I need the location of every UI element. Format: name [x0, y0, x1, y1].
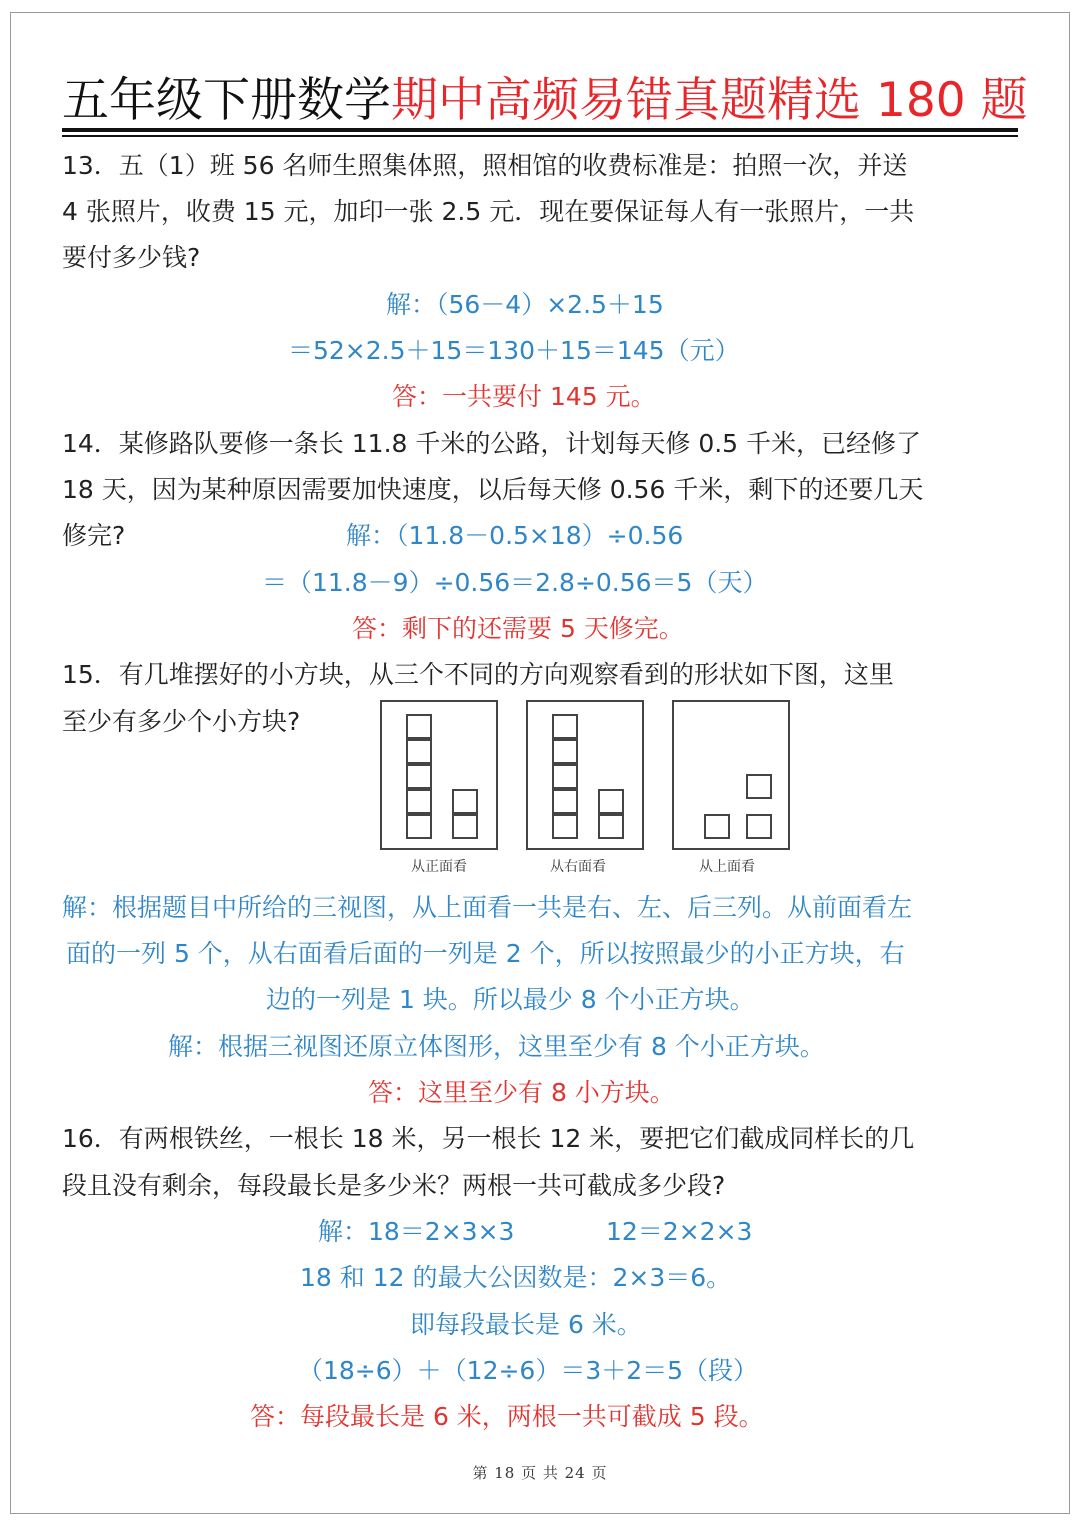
q16-solution-3: 即每段最长是 6 米。 — [410, 1310, 642, 1339]
front-left-cube-5 — [406, 714, 432, 739]
figure-top-view — [672, 700, 790, 850]
q14-solution-1: 解：（11.8－0.5×18）÷0.56 — [346, 521, 684, 550]
front-left-cube-1 — [406, 814, 432, 839]
q15-explanation-4: 解：根据三视图还原立体图形，这里至少有 8 个小正方块。 — [168, 1032, 825, 1061]
front-left-cube-2 — [406, 789, 432, 814]
top-right-back-cube — [746, 774, 772, 799]
right-left-cube-5 — [552, 714, 578, 739]
q14-answer: 答：剩下的还需要 5 天修完。 — [352, 614, 684, 643]
right-right-cube-2 — [598, 789, 624, 814]
figure-right-label: 从右面看 — [550, 859, 606, 875]
q13-line-3: 要付多少钱? — [62, 243, 201, 272]
title-rule-thin — [62, 135, 1018, 137]
q16-line-1: 16．有两根铁丝，一根长 18 米，另一根长 12 米，要把它们截成同样长的几 — [62, 1124, 915, 1153]
q13-answer: 答：一共要付 145 元。 — [392, 382, 656, 411]
q13-line-1: 13．五（1）班 56 名师生照集体照，照相馆的收费标准是：拍照一次，并送 — [62, 151, 908, 180]
q13-line-2: 4 张照片，收费 15 元，加印一张 2.5 元．现在要保证每人有一张照片，一共 — [62, 197, 915, 226]
front-left-cube-4 — [406, 739, 432, 764]
q14-solution-2: ＝（11.8－9）÷0.56＝2.8÷0.56＝5（天） — [262, 568, 768, 597]
page-title — [62, 70, 1028, 132]
figure-right-view — [526, 700, 644, 850]
q16-answer: 答：每段最长是 6 米，两根一共可截成 5 段。 — [250, 1402, 764, 1431]
q13-solution-2: ＝52×2.5＋15＝130＋15＝145（元） — [288, 336, 740, 365]
q15-answer: 答：这里至少有 8 小方块。 — [368, 1078, 675, 1107]
figure-front-label: 从正面看 — [411, 859, 467, 875]
q15-line-1: 15．有几堆摆好的小方块，从三个不同的方向观察看到的形状如下图，这里 — [62, 660, 894, 689]
q16-line-2: 段且没有剩余，每段最长是多少米？两根一共可截成多少段? — [62, 1171, 726, 1200]
right-left-cube-2 — [552, 789, 578, 814]
top-left-front-cube — [704, 814, 730, 839]
q14-line-2: 18 天，因为某种原因需要加快速度，以后每天修 0.56 千米，剩下的还要几天 — [62, 475, 924, 504]
q15-explanation-2: 面的一列 5 个，从右面看后面的一列是 2 个，所以按照最少的小正方块，右 — [66, 939, 905, 968]
q15-explanation-1: 解：根据题目中所给的三视图，从上面看一共是右、左、后三列。从前面看左 — [62, 893, 913, 922]
q16-solution-2: 18 和 12 的最大公因数是：2×3＝6。 — [300, 1263, 732, 1292]
q13-solution-1: 解：（56－4）×2.5＋15 — [386, 290, 664, 319]
right-left-cube-3 — [552, 764, 578, 789]
front-left-cube-3 — [406, 764, 432, 789]
front-right-cube-1 — [452, 814, 478, 839]
q16-solution-4: （18÷6）＋（12÷6）＝3＋2＝5（段） — [298, 1356, 759, 1385]
q14-line-1: 14．某修路队要修一条长 11.8 千米的公路，计划每天修 0.5 千米，已经修了 — [62, 429, 922, 458]
q15-line-2: 至少有多少个小方块? — [62, 707, 301, 736]
title-black-part: 五年级下册数学 — [62, 73, 391, 128]
figure-front-view — [380, 700, 498, 850]
top-right-front-cube — [746, 814, 772, 839]
q16-solution-1b: 12＝2×2×3 — [606, 1217, 753, 1246]
page-footer: 第 18 页 共 24 页 — [472, 1464, 608, 1482]
front-right-cube-2 — [452, 789, 478, 814]
title-rule-thick — [62, 128, 1018, 132]
right-left-cube-1 — [552, 814, 578, 839]
q16-solution-1a: 解：18＝2×3×3 — [318, 1217, 515, 1246]
q15-explanation-3: 边的一列是 1 块。所以最少 8 个小正方块。 — [266, 985, 755, 1014]
right-right-cube-1 — [598, 814, 624, 839]
right-left-cube-4 — [552, 739, 578, 764]
title-red-part: 期中高频易错真题精选 180 题 — [391, 73, 1028, 128]
figure-top-label: 从上面看 — [699, 859, 755, 875]
q14-line-3: 修完? — [62, 521, 126, 550]
